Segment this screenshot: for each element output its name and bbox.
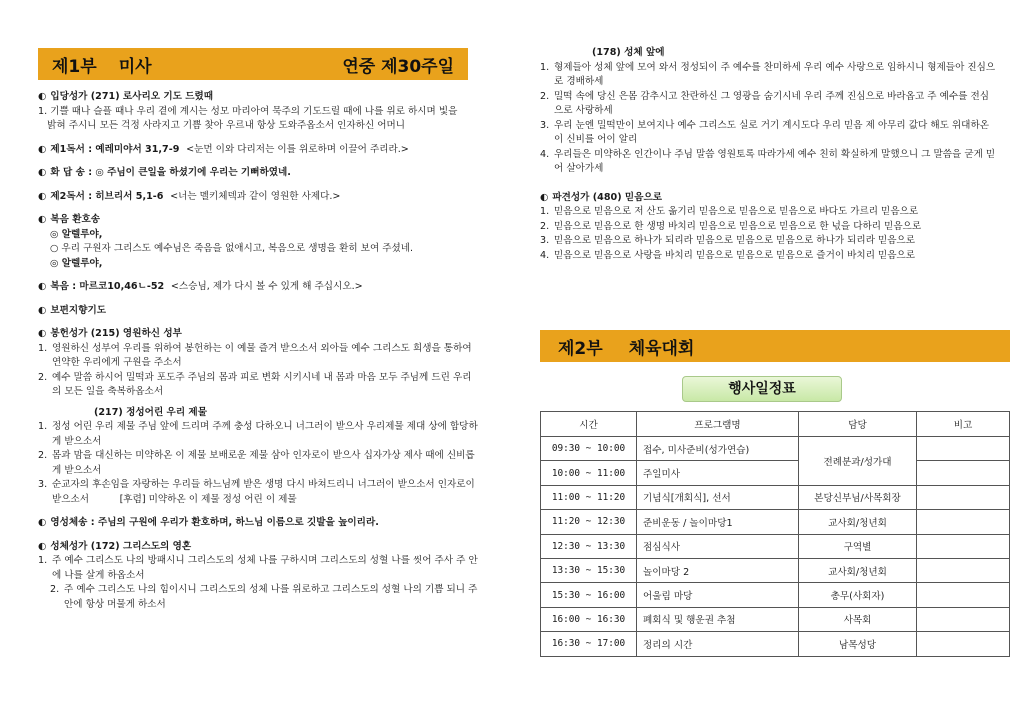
schedule-title-tab: 행사일정표 <box>682 376 842 402</box>
reading2-head: ◐ 제2독서 : 히브리서 5,1-6 <너는 멜키체덱과 같이 영원한 사제다.> <box>38 190 478 205</box>
offertory-head: ◐ 봉헌성가 (215) 영원하신 성부 <box>38 327 478 342</box>
table-row <box>541 583 1010 607</box>
entrance-line-1: 1. 기쁠 때나 슬플 때나 우리 곁에 계시는 성모 마리아여 묵주의 기도드릴 때에 나를 위로 하시며 빛을 <box>38 105 458 117</box>
row-note <box>917 607 1010 631</box>
recessional-head: ◐ 파견성가 (480) 믿음으로 <box>540 191 996 206</box>
offertory-subtitle: (217) 정성어린 우리 제물 <box>94 406 207 418</box>
communion-antiphon-head: ◐ 영성체송 : 주님의 구원에 우리가 환호하며, 하느님 이름으로 깃발을 높이리라. <box>38 516 478 531</box>
offertory2-verse: 3. 순교자의 후손임을 자랑하는 우리들 하느님께 받은 생명 다시 바쳐드리니 너그러이 받으소서 인자로이 받으소서 [후렴] 미약하온 이 제물 정성 어린 이 제물 <box>38 479 478 505</box>
row-charge: 구역별 <box>799 534 917 558</box>
bullet-icon: ◐ <box>38 304 47 316</box>
entrance-hymn-head: ◐ 입당성가 (271) 로사리오 기도 드렸때 <box>38 90 478 105</box>
communion2-verse: 1. 형제들아 성체 앞에 모여 와서 정성되이 주 예수를 찬미하세 우리 예수 사랑으로 임하시니 형제들아 진심으로 경배하세 <box>540 61 996 87</box>
header-charge: 담당 <box>799 412 917 437</box>
row-charge: 교사회/청년회 <box>799 558 917 582</box>
header-note: 비고 <box>917 412 1010 437</box>
recessional-verse: 3. 믿음으로 믿음으로 하나가 되리라 믿음으로 믿음으로 믿음으로 하나가 되리라 믿음으로 <box>540 235 916 246</box>
row-program: 정리의 시간 <box>637 632 799 656</box>
offertory2-verse: 2. 몸과 맘을 대신하는 미약하온 이 제물 보배로운 제물 삼아 인자로이 받으사 십자가상 제사 때에 신비롭게 받으소서 <box>38 450 475 476</box>
row-time: 11:20 ~ 12:30 <box>541 510 637 534</box>
row-time: 13:30 ~ 15:30 <box>541 558 637 582</box>
bullet-icon: ◐ <box>38 328 47 339</box>
part1-sunday: 연중 제30주일 <box>342 56 454 77</box>
intercession-head: ◐ 보편지향기도 <box>38 304 478 319</box>
table-row <box>541 461 1010 485</box>
alleluia-response-1: ◎ 알렐루야, <box>50 228 103 240</box>
communion2-verse: 4. 우리들은 미약하온 인간이나 주님 말씀 영원토록 따라가세 예수 친히 확실하게 말했으니 그 말씀을 굳게 믿어 살아가세 <box>540 148 996 174</box>
part2-label: 제2부 <box>558 338 603 359</box>
row-time: 09:30 ~ 10:00 <box>541 437 637 461</box>
table-row <box>541 632 1010 656</box>
bullet-icon: ◐ <box>38 91 47 102</box>
table-row <box>541 485 1010 509</box>
communion2-verse: 2. 밀떡 속에 당신 은몸 감추시고 찬란하신 그 영광을 숨기시네 우리 주께 진심으로 바라옵고 주 예수를 전심으로 사랑하세 <box>540 90 989 116</box>
schedule-table <box>540 411 1010 657</box>
header-time: 시간 <box>541 412 637 437</box>
psalm-head: ◐ 화 답 송 : ◎ 주님이 큰일을 하셨기에 우리는 기뻐하였네. <box>38 166 478 181</box>
row-charge: 본당신부님/사목회장 <box>799 485 917 509</box>
bullet-icon: ◐ <box>38 214 47 225</box>
table-header-row <box>541 412 1010 437</box>
table-row <box>541 510 1010 534</box>
row-time: 15:30 ~ 16:00 <box>541 583 637 607</box>
bullet-icon: ◐ <box>38 517 47 528</box>
recessional-verse: 1. 믿음으로 믿음으로 저 산도 옮기리 믿음으로 믿음으로 믿음으로 바다도 가르리 믿음으로 <box>540 206 919 217</box>
recessional-verse: 2. 믿음으로 믿음으로 한 생명 바치리 믿음으로 믿음으로 믿음으로 한 넋을 다하리 믿음으로 <box>540 220 922 232</box>
row-charge: 교사회/청년회 <box>799 510 917 534</box>
row-note <box>917 510 1010 534</box>
row-time: 11:00 ~ 11:20 <box>541 485 637 509</box>
left-column <box>38 90 478 612</box>
bullet-icon: ◐ <box>38 540 47 552</box>
row-note <box>917 461 1010 485</box>
part1-title <box>52 52 174 77</box>
row-note <box>917 583 1010 607</box>
header-program: 프로그램명 <box>637 412 799 437</box>
bullet-icon: ◐ <box>38 143 47 155</box>
row-charge: 남목성당 <box>799 632 917 656</box>
table-row <box>541 558 1010 582</box>
offertory2-verse: 1. 정성 어린 우리 제물 주님 앞에 드리며 주께 충성 다하오니 너그러이 받으사 우리제물 제대 상에 합당하게 받으소서 <box>38 421 478 447</box>
communion2-verse: 3. 우리 눈엔 밀떡만이 보여지나 예수 그리스도 실로 거기 계시도다 우리 믿음 제 아무리 값다 해도 위대하온 이 신비를 어이 알리 <box>540 119 989 145</box>
communion2-subtitle: (178) 성체 앞에 <box>592 47 665 58</box>
communion-hymn-head: ◐ 성체성가 (172) 그리스도의 영혼 <box>38 540 478 555</box>
alleluia-head: ◐ 복음 환호송 <box>38 213 478 228</box>
row-program: 놀이마당 2 <box>637 558 799 582</box>
row-charge: 총무(사회자) <box>799 583 917 607</box>
row-note <box>917 534 1010 558</box>
part1-banner <box>38 48 468 80</box>
row-program: 점심식사 <box>637 534 799 558</box>
bullet-icon: ◐ <box>38 190 47 202</box>
row-time: 10:00 ~ 11:00 <box>541 461 637 485</box>
entrance-line-2: 밝혀 주시니 모든 걱정 사라지고 기쁨 찾아 우르내 항상 도와주옵소서 인자하신 어머니 <box>38 120 406 131</box>
offertory-verse: 2. 예수 말씀 하시어 밀떡과 포도주 주님의 몸과 피로 변화 시키시네 내 몸과 마음 모두 주님께 드린 우리의 모든 일을 축복하옵소서 <box>38 371 472 397</box>
row-program: 어울림 마당 <box>637 583 799 607</box>
table-row <box>541 534 1010 558</box>
communion-verse: 2. 주 예수 그리스도 나의 힘이시니 그리스도의 성체 나를 위로하고 그리스도의 성혈 나의 기쁨 되니 주 안에 항상 머물게 하소서 <box>50 584 478 610</box>
bullet-icon: ◐ <box>38 167 47 178</box>
row-program: 준비운동 / 놀이마당1 <box>637 510 799 534</box>
part1-name: 미사 <box>118 56 152 77</box>
row-note <box>917 437 1010 461</box>
row-time: 16:00 ~ 16:30 <box>541 607 637 631</box>
offertory-verse: 1. 영원하신 성부여 우리를 위하여 봉헌하는 이 예물 즐겨 받으소서 외아들 예수 그리스도 희생을 통하여 연약한 우리에게 구원을 주소서 <box>38 342 472 368</box>
gospel-head: ◐ 복음 : 마르코10,46ㄴ-52 <스승님, 제가 다시 볼 수 있게 해 주십시오.> <box>38 280 478 295</box>
right-column <box>540 46 996 263</box>
row-charge: 사목회 <box>799 607 917 631</box>
table-row <box>541 607 1010 631</box>
communion-verse: 1. 주 예수 그리스도 나의 방패시니 그리스도의 성체 나를 구하시며 그리스도의 성혈 나를 씻어 주사 주 안에 나를 살게 하옵소서 <box>38 555 478 581</box>
row-charge: 전례분과/성가대 <box>799 437 917 486</box>
row-note <box>917 632 1010 656</box>
bullet-icon: ◐ <box>540 191 549 203</box>
table-row <box>541 437 1010 461</box>
row-program: 접수, 미사준비(성가연습) <box>637 437 799 461</box>
bullet-icon: ◐ <box>38 281 47 292</box>
part1-label: 제1부 <box>52 56 97 77</box>
row-time: 12:30 ~ 13:30 <box>541 534 637 558</box>
part2-banner <box>540 330 1010 362</box>
part2-name: 체육대회 <box>628 338 695 359</box>
row-program: 주일미사 <box>637 461 799 485</box>
row-note <box>917 485 1010 509</box>
row-program: 기념식[개회식], 선서 <box>637 485 799 509</box>
recessional-verse: 4. 믿음으로 믿음으로 사랑을 바치리 믿음으로 믿음으로 믿음으로 즐거이 바치리 믿음으로 <box>540 249 916 261</box>
alleluia-response-2: ◎ 알렐루야, <box>50 257 103 269</box>
row-note <box>917 558 1010 582</box>
row-program: 폐회식 및 행운권 추첨 <box>637 607 799 631</box>
alleluia-verse: ○ 우리 구원자 그리스도 예수님은 죽음을 없애시고, 복음으로 생명을 환히 보여 주셨네. <box>50 243 414 254</box>
reading1-head: ◐ 제1독서 : 예레미야서 31,7-9 <눈먼 이와 다리저는 이를 위로하며 이끌어 주리라.> <box>38 143 478 158</box>
row-time: 16:30 ~ 17:00 <box>541 632 637 656</box>
